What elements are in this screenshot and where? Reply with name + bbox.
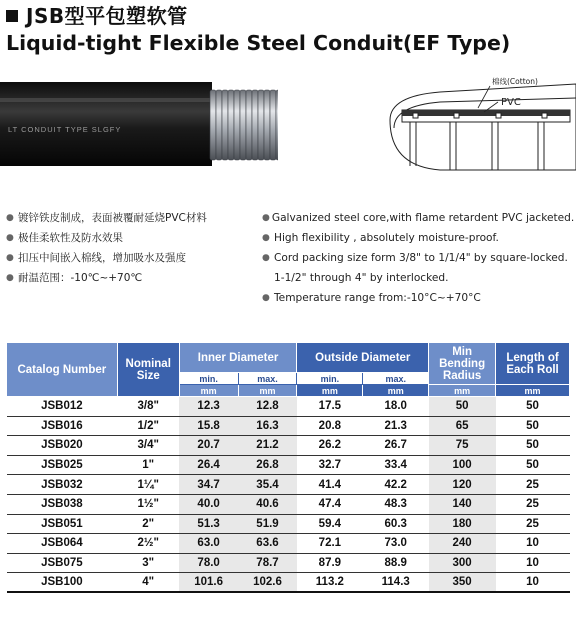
steel-rib — [270, 90, 276, 160]
unit-inner-min: mm — [179, 385, 238, 397]
unit-inner-max: mm — [238, 385, 297, 397]
label-pvc: PVC — [501, 97, 521, 108]
cell-catalog-number: JSB075 — [7, 553, 118, 573]
bullet-icon: ● — [262, 233, 270, 243]
steel-rib — [246, 90, 252, 160]
cell-outside-max: 42.2 — [363, 475, 429, 495]
cell-roll-length: 10 — [496, 573, 570, 593]
bullet-icon: ● — [262, 213, 270, 223]
header-inner-diameter: Inner Diameter — [179, 343, 297, 373]
cell-nominal-size: 3/4ʺ — [117, 436, 179, 456]
bullet-icon: ● — [6, 233, 14, 243]
steel-core-ribs — [210, 90, 278, 160]
steel-rib — [216, 90, 222, 160]
header-outside-diameter: Outside Diameter — [297, 343, 429, 373]
cell-outside-min: 26.2 — [297, 436, 363, 456]
cell-outside-max: 114.3 — [363, 573, 429, 593]
cell-catalog-number: JSB032 — [7, 475, 118, 495]
table-row — [7, 475, 570, 495]
cell-inner-min: 15.8 — [179, 416, 238, 436]
cell-bending-radius: 50 — [429, 397, 496, 417]
cell-inner-min: 34.7 — [179, 475, 238, 495]
label-cotton: 棉线(Cotton) — [492, 77, 538, 86]
unit-bending: mm — [429, 385, 496, 397]
feature-en-item: 1-1/2" through 4" by interlocked. — [274, 272, 449, 284]
cell-outside-max: 18.0 — [363, 397, 429, 417]
cell-inner-max: 21.2 — [238, 436, 297, 456]
steel-rib — [222, 90, 228, 160]
conduit-photo-svg — [0, 82, 278, 166]
bullet-icon: ● — [6, 253, 14, 263]
feature-en-item: ● Temperature range from:-10°C~+70°C — [262, 288, 574, 308]
cell-outside-max: 60.3 — [363, 514, 429, 534]
cell-inner-min: 12.3 — [179, 397, 238, 417]
conduit-print-text: LT CONDUIT TYPE SLGFY — [8, 125, 122, 134]
cell-nominal-size: 1¼ʺ — [117, 475, 179, 495]
feature-en-item: ● Galvanized steel core,with flame retardent PVC jacketed. — [262, 208, 574, 228]
cell-outside-max: 88.9 — [363, 553, 429, 573]
bullet-icon: ● — [262, 253, 270, 263]
cell-outside-max: 48.3 — [363, 494, 429, 514]
cell-inner-max: 12.8 — [238, 397, 297, 417]
cell-nominal-size: 2ʺ — [117, 514, 179, 534]
cell-roll-length: 25 — [496, 514, 570, 534]
cell-catalog-number: JSB020 — [7, 436, 118, 456]
feature-zh-item: ● 扣压中间嵌入棉线，增加吸水及强度 — [6, 248, 261, 268]
cell-bending-radius: 350 — [429, 573, 496, 593]
page-header — [6, 4, 570, 56]
steel-rib — [210, 90, 216, 160]
cell-inner-max: 78.7 — [238, 553, 297, 573]
unit-outside-max: mm — [363, 385, 429, 397]
cell-bending-radius: 75 — [429, 436, 496, 456]
pvc-jacket — [0, 82, 212, 166]
steel-rib — [252, 90, 258, 160]
cell-catalog-number: JSB100 — [7, 573, 118, 593]
cell-outside-min: 113.2 — [297, 573, 363, 593]
cell-outside-min: 59.4 — [297, 514, 363, 534]
steel-rib — [276, 90, 278, 160]
cell-outside-max: 33.4 — [363, 455, 429, 475]
cell-catalog-number: JSB051 — [7, 514, 118, 534]
cell-catalog-number: JSB064 — [7, 534, 118, 554]
cell-bending-radius: 65 — [429, 416, 496, 436]
feature-en-item: ● High flexibility , absolutely moisture-proof. — [262, 228, 574, 248]
header-outside-min: min. — [297, 373, 363, 385]
header-length-each-roll: Length of Each Roll — [496, 343, 570, 385]
cell-roll-length: 10 — [496, 534, 570, 554]
bullet-icon: ● — [262, 293, 270, 303]
table-row — [7, 455, 570, 475]
cell-inner-max: 26.8 — [238, 455, 297, 475]
cell-inner-max: 40.6 — [238, 494, 297, 514]
cell-roll-length: 50 — [496, 436, 570, 456]
cell-nominal-size: 1/2ʺ — [117, 416, 179, 436]
cell-inner-max: 16.3 — [238, 416, 297, 436]
cell-bending-radius: 100 — [429, 455, 496, 475]
cell-outside-min: 47.4 — [297, 494, 363, 514]
title-chinese-text: JSB型平包塑软管 — [26, 4, 188, 28]
conduit-photo — [0, 82, 278, 166]
table-row — [7, 436, 570, 456]
cell-outside-min: 41.4 — [297, 475, 363, 495]
cell-outside-min: 32.7 — [297, 455, 363, 475]
cell-inner-min: 51.3 — [179, 514, 238, 534]
header-inner-max: max. — [238, 373, 297, 385]
header-min-bending-radius: Min Bending Radius — [429, 343, 496, 385]
header-outside-max: max. — [363, 373, 429, 385]
bullet-icon: ● — [6, 213, 14, 223]
table-row — [7, 553, 570, 573]
cell-inner-max: 35.4 — [238, 475, 297, 495]
cell-nominal-size: 3ʺ — [117, 553, 179, 573]
steel-rib — [234, 90, 240, 160]
cell-catalog-number: JSB016 — [7, 416, 118, 436]
unit-outside-min: mm — [297, 385, 363, 397]
header-inner-min: min. — [179, 373, 238, 385]
cell-bending-radius: 240 — [429, 534, 496, 554]
cell-inner-min: 101.6 — [179, 573, 238, 593]
cell-bending-radius: 180 — [429, 514, 496, 534]
header-nominal-size: Nominal Size — [117, 343, 179, 397]
cross-section-svg — [380, 66, 576, 174]
cell-nominal-size: 4ʺ — [117, 573, 179, 593]
square-bullet-icon — [6, 10, 18, 22]
cell-inner-min: 63.0 — [179, 534, 238, 554]
cell-nominal-size: 3/8ʺ — [117, 397, 179, 417]
title-chinese — [6, 4, 570, 28]
cell-inner-max: 102.6 — [238, 573, 297, 593]
cell-outside-max: 73.0 — [363, 534, 429, 554]
table-row — [7, 534, 570, 554]
table-row — [7, 514, 570, 534]
cell-bending-radius: 300 — [429, 553, 496, 573]
spec-table-body — [7, 397, 570, 593]
cell-outside-min: 72.1 — [297, 534, 363, 554]
bullet-icon: ● — [6, 273, 14, 283]
cell-outside-min: 17.5 — [297, 397, 363, 417]
steel-rib — [264, 90, 270, 160]
steel-rib — [240, 90, 246, 160]
table-row — [7, 573, 570, 593]
cell-roll-length: 50 — [496, 455, 570, 475]
cell-outside-max: 21.3 — [363, 416, 429, 436]
features-chinese — [6, 208, 261, 288]
header-catalog-number: Catalog Number — [7, 343, 118, 397]
table-row — [7, 416, 570, 436]
title-english: Liquid-tight Flexible Steel Conduit(EF Type) — [6, 31, 511, 55]
cell-outside-min: 20.8 — [297, 416, 363, 436]
feature-en-item: ● Cord packing size form 3/8" to 1/1/4" by square-locked. — [262, 248, 574, 268]
steel-rib — [258, 90, 264, 160]
cell-inner-min: 20.7 — [179, 436, 238, 456]
cell-bending-radius: 120 — [429, 475, 496, 495]
cell-roll-length: 50 — [496, 416, 570, 436]
cell-inner-min: 78.0 — [179, 553, 238, 573]
cell-catalog-number: JSB038 — [7, 494, 118, 514]
features-english — [262, 208, 574, 308]
cell-inner-min: 40.0 — [179, 494, 238, 514]
steel-rib — [228, 90, 234, 160]
cell-catalog-number: JSB012 — [7, 397, 118, 417]
cell-outside-min: 87.9 — [297, 553, 363, 573]
cell-inner-min: 26.4 — [179, 455, 238, 475]
cell-roll-length: 50 — [496, 397, 570, 417]
spec-table — [6, 342, 570, 593]
cell-outside-max: 26.7 — [363, 436, 429, 456]
cell-roll-length: 10 — [496, 553, 570, 573]
table-row — [7, 397, 570, 417]
table-row — [7, 494, 570, 514]
cell-inner-max: 51.9 — [238, 514, 297, 534]
cell-roll-length: 25 — [496, 475, 570, 495]
cell-bending-radius: 140 — [429, 494, 496, 514]
feature-zh-item: ● 耐温范围：-10℃~+70℃ — [6, 268, 261, 288]
cell-nominal-size: 2½ʺ — [117, 534, 179, 554]
cell-roll-length: 25 — [496, 494, 570, 514]
cell-inner-max: 63.6 — [238, 534, 297, 554]
feature-zh-item: ● 极佳柔软性及防水效果 — [6, 228, 261, 248]
feature-zh-item: ● 镀锌铁皮制成，表面被覆耐延烧PVC材料 — [6, 208, 261, 228]
cell-nominal-size: 1ʺ — [117, 455, 179, 475]
cell-catalog-number: JSB025 — [7, 455, 118, 475]
unit-length: mm — [496, 385, 570, 397]
cell-nominal-size: 1½ʺ — [117, 494, 179, 514]
cross-section-diagram — [380, 66, 576, 174]
